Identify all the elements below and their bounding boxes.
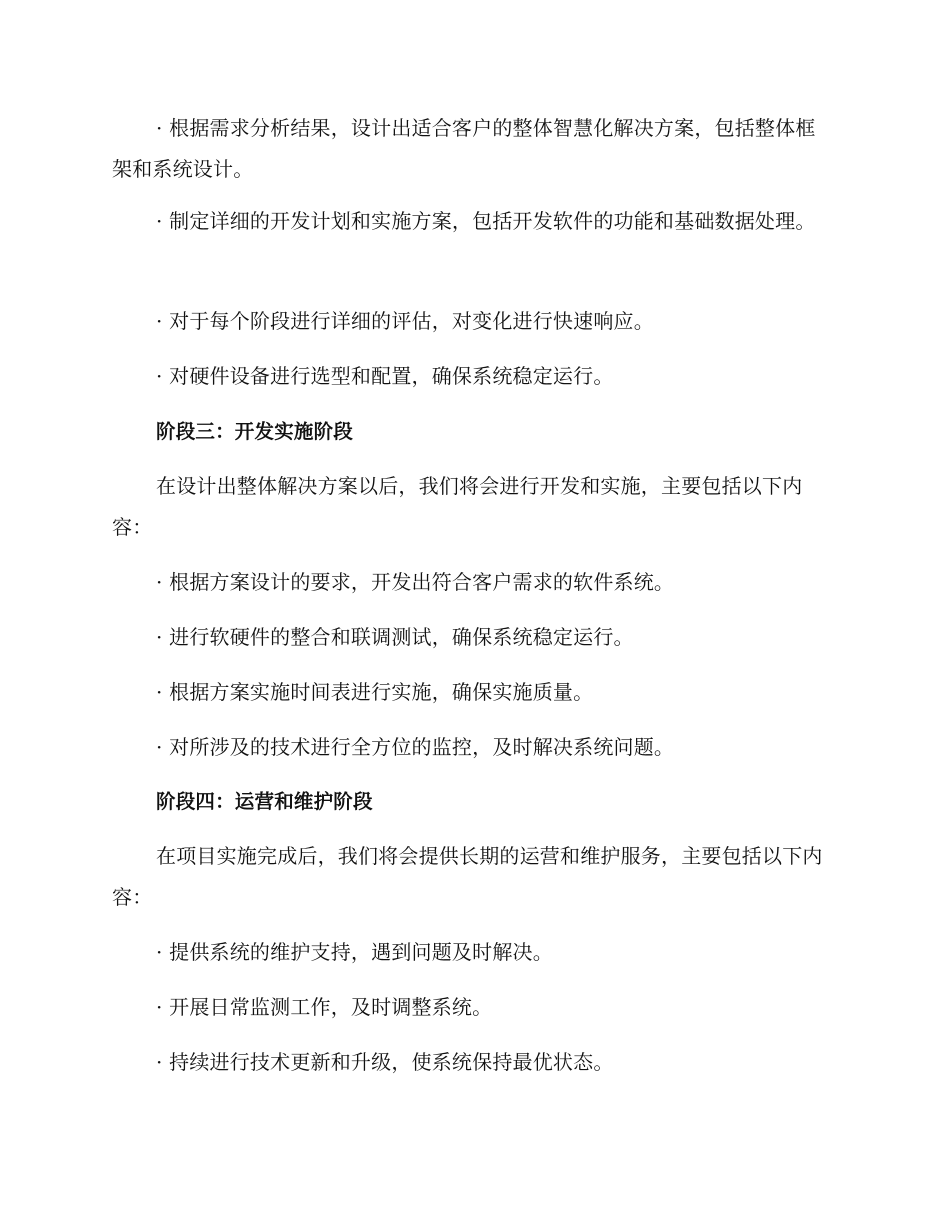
bullet-item: · 根据方案实施时间表进行实施，确保实施质量。: [156, 680, 594, 704]
bullet-item: · 对所涉及的技术进行全方位的监控，及时解决系统问题。: [156, 735, 675, 759]
bullet-item: · 进行软硬件的整合和联调测试，确保系统稳定运行。: [156, 625, 634, 649]
bullet-item: · 持续进行技术更新和升级，使系统保持最优状态。: [156, 1050, 614, 1074]
section-heading: 阶段四：运营和维护阶段: [156, 790, 373, 813]
bullet-item: · 开展日常监测工作，及时调整系统。: [156, 995, 493, 1019]
body-paragraph: 在项目实施完成后，我们将会提供长期的运营和维护服务，主要包括以下内容：: [112, 844, 823, 909]
bullet-item: · 根据方案设计的要求，开发出符合客户需求的软件系统。: [156, 570, 675, 594]
bullet-item: · 对硬件设备进行选型和配置，确保系统稳定运行。: [156, 364, 614, 388]
bullet-item: · 提供系统的维护支持，遇到问题及时解决。: [156, 940, 553, 964]
bullet-item: · 根据需求分析结果，设计出适合客户的整体智慧化解决方案，包括整体框架和系统设计。: [112, 116, 816, 181]
bullet-item: · 制定详细的开发计划和实施方案，包括开发软件的功能和基础数据处理。: [156, 209, 816, 233]
bullet-item: · 对于每个阶段进行详细的评估，对变化进行快速响应。: [156, 309, 654, 333]
section-heading: 阶段三：开发实施阶段: [156, 420, 354, 443]
body-paragraph: 在设计出整体解决方案以后，我们将会进行开发和实施，主要包括以下内容：: [112, 474, 803, 539]
